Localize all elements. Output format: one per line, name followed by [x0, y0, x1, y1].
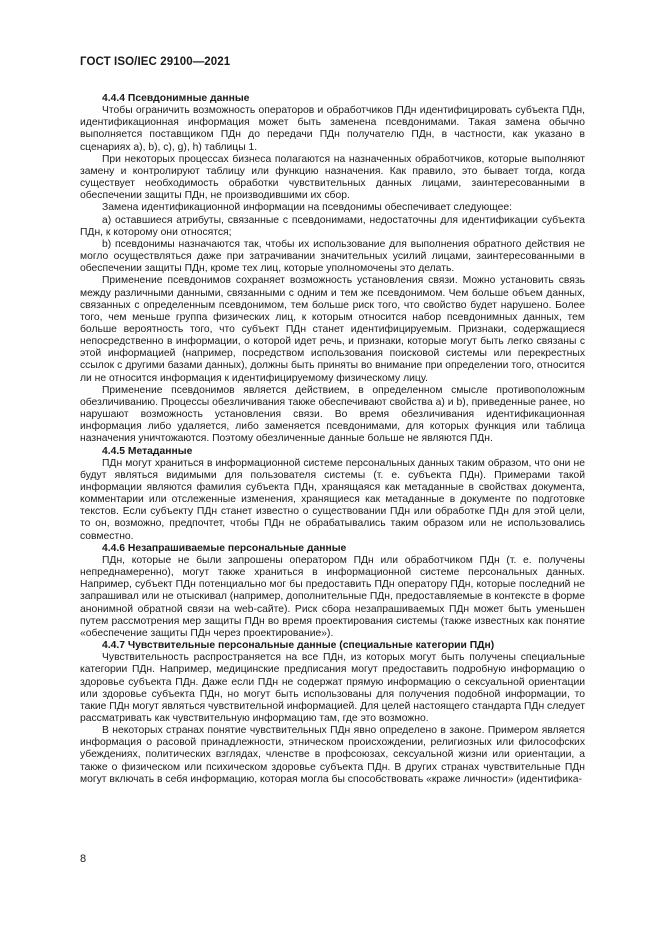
list-item: b) псевдонимы назначаются так, чтобы их использование для выполнения обратного действия не могло осуществляться даже при затрачивании значительных усилий лицами, заинтересованными в обеспечении защиты ПДн, кроме тех лиц, которые уполномочены это делать.	[80, 238, 585, 275]
section-heading: 4.4.6 Незапрашиваемые персональные данные	[102, 542, 347, 554]
paragraph: Применение псевдонимов является действием, в определенном смысле противоположным обезличиванию. Процессы обезличивания также обеспечивают свойства a) и b), приведенные ранее, но нарушают возможность установления связи. Во время обезличивания идентификационная информация либо удаляется, либо заменяется псевдонимами, для которых функция или таблица назначения уничтожаются. Поэтому обезличенные данные больше не являются ПДн.	[80, 384, 585, 445]
paragraph: Замена идентификационной информации на псевдонимы обеспечивает следующее:	[102, 202, 513, 214]
document-body	[80, 93, 585, 786]
paragraph: Чтобы ограничить возможность операторов и обработчиков ПДн идентифицировать субъекта ПДн, идентификационная информация может быть заменена псевдонимами. Такая замена обычно выполняется поставщиком ПДн до передачи ПДн получателю ПДн, в частности, как указано в сценариях a), b), c), g), h) таблицы 1.	[80, 105, 585, 153]
paragraph: ПДн могут храниться в информационной системе персональных данных таким образом, что они не будут являться видимыми для пользователя системы (т. е. субъекта ПДн). Примерами такой информации являются фамилия субъекта ПДн, хранящаяся как метаданные в свойствах документа, комментарии или отслеженные изменения, хранящиеся как метаданные в документе по подготовке текстов. Если субъекту ПДн станет известно о существовании ПДн или обработке ПДн для этой цели, то он, возможно, предпочтет, чтобы ПДн не обрабатывались таким образом или не использовались совместно.	[80, 457, 585, 542]
paragraph: В некоторых странах понятие чувствительных ПДн явно определено в законе. Примером является информация о расовой принадлежности, этническом происхождении, религиозных или философских убеждениях, политических взглядах, членстве в профсоюзах, сексуальной жизни или ориентации, а также о физическом или психическом здоровье субъекта ПДн. В других странах чувствительные ПДн могут включать в себя информацию, которая могла бы способствовать «краже личности» (идентифика-	[80, 725, 585, 785]
paragraph: При некоторых процессах бизнеса полагаются на назначенных обработчиков, которые выполняют замену и контролируют таблицу или функцию назначения. Как правило, это бывает тогда, когда существует необходимость обработки чувствительных данных лицами, заинтересованными в обеспечении защиты ПДн, не производившими их сбор.	[80, 153, 585, 202]
document-header: ГОСТ ISO/IEC 29100—2021	[80, 56, 231, 68]
section-heading: 4.4.7 Чувствительные персональные данные (специальные категории ПДн)	[102, 640, 495, 652]
list-item: a) оставшиеся атрибуты, связанные с псевдонимами, недостаточны для идентификации субъекта ПДн, к которому они относятся;	[80, 214, 585, 238]
paragraph: Применение псевдонимов сохраняет возможность установления связи. Можно установить связь между различными данными, связанными с одним и тем же псевдонимом. Чем больше объем данных, связанных с определенным псевдонимом, тем больше риск того, что свойство будет нарушено. Более того, чем меньше группа физических лиц, к которым относится набор псевдонимных данных, тем больше вероятность того, что субъект ПДн станет идентифицируемым. Признаки, содержащиеся непосредственно в информации, о которой идет речь, и признаки, которые могут быть легко связаны с этой информацией (например, посредством использования поисковой системы или перекрестных ссылок с другими базами данных), должны быть приняты во внимание при определении того, относится ли не относится информация к идентифицируемому физическому лицу.	[80, 275, 585, 384]
paragraph: Чувствительность распространяется на все ПДн, из которых могут быть получены специальные категории ПДн. Например, медицинские предписания могут предоставить подробную информацию о здоровье субъекта ПДн. Даже если ПДн не содержат прямую информацию о сексуальной ориентации или здоровье субъекта ПДн, но могут быть использованы для получения подобной информации, то такие ПДн могут являться чувствительной информацией. Для целей настоящего стандарта ПДн следует рассматривать как чувствительную информацию там, где это возможно.	[80, 652, 585, 724]
section-heading: 4.4.4 Псевдонимные данные	[102, 93, 250, 104]
section-heading: 4.4.5 Метаданные	[102, 445, 193, 457]
paragraph: ПДн, которые не были запрошены оператором ПДн или обработчиком ПДн (т. е. получены непреднамеренно), могут также храниться в информационной системе персональных данных. Например, субъект ПДн потенциально мог бы предоставить ПДн оператору ПДн, которые последний не запрашивал или не отыскивал (например, дополнительные ПДн, предоставляемые в контексте в форме анонимной обратной связи на web-сайте). Риск сбора незапрашиваемых ПДн может быть уменьшен путем рассмотрения мер защиты ПДн во время проектирования системы (также известных как понятие «обеспечение защиты ПДн через проектирование»).	[80, 554, 585, 639]
page-number: 8	[80, 853, 87, 865]
